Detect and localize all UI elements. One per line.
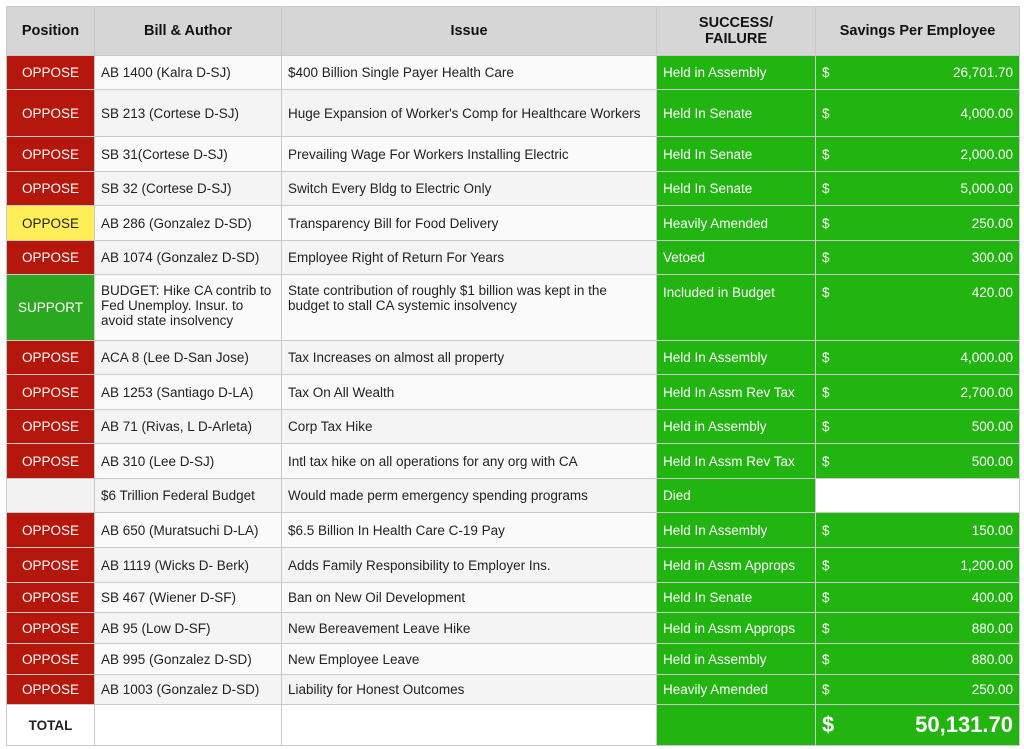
savings-cell <box>816 241 1020 275</box>
table-row <box>7 172 1020 206</box>
status-cell: Held in Assembly <box>657 410 816 444</box>
bill-author-cell: AB 995 (Gonzalez D-SD) <box>95 644 282 675</box>
issue-cell: $6.5 Billion In Health Care C-19 Pay <box>282 513 657 548</box>
table-row <box>7 56 1020 90</box>
savings-currency: $ <box>822 146 830 162</box>
header-bill-author: Bill & Author <box>95 7 282 56</box>
savings-currency: $ <box>822 250 830 265</box>
table-row <box>7 513 1020 548</box>
total-issue-blank <box>282 705 657 746</box>
savings-currency: $ <box>822 181 830 196</box>
bill-author-cell: SB 213 (Cortese D-SJ) <box>95 90 282 137</box>
status-cell: Held in Assembly <box>657 644 816 675</box>
savings-cell <box>816 479 1020 513</box>
savings-value: 2,700.00 <box>960 384 1013 400</box>
savings-currency: $ <box>822 285 830 300</box>
savings-value: 500.00 <box>971 419 1013 434</box>
position-badge: OPPOSE <box>7 341 95 375</box>
savings-value: 880.00 <box>971 651 1013 667</box>
position-badge: OPPOSE <box>7 241 95 275</box>
savings-cell <box>816 548 1020 583</box>
savings-currency: $ <box>822 419 830 434</box>
savings-currency: $ <box>822 682 830 697</box>
status-cell: Held In Assm Rev Tax <box>657 444 816 479</box>
position-badge: OPPOSE <box>7 375 95 410</box>
position-badge: OPPOSE <box>7 644 95 675</box>
issue-cell: Corp Tax Hike <box>282 410 657 444</box>
savings-cell <box>816 341 1020 375</box>
total-savings-cell <box>816 705 1020 746</box>
savings-currency: $ <box>822 651 830 667</box>
savings-currency: $ <box>822 384 830 400</box>
savings-value: 250.00 <box>971 215 1013 231</box>
savings-cell <box>816 206 1020 241</box>
status-cell: Heavily Amended <box>657 675 816 705</box>
savings-cell <box>816 583 1020 613</box>
position-badge: OPPOSE <box>7 56 95 90</box>
bill-author-cell: AB 1119 (Wicks D- Berk) <box>95 548 282 583</box>
total-currency: $ <box>822 712 835 737</box>
header-failure-line: FAILURE <box>704 31 768 47</box>
issue-cell: Would made perm emergency spending programs <box>282 479 657 513</box>
savings-cell <box>816 613 1020 644</box>
status-cell: Held In Assembly <box>657 513 816 548</box>
issue-cell: State contribution of roughly $1 billion was kept in the budget to stall CA systemic insolvency <box>282 275 657 341</box>
total-label: TOTAL <box>7 705 95 746</box>
savings-cell <box>816 644 1020 675</box>
header-success-line: SUCCESS/ <box>698 15 774 31</box>
header-issue: Issue <box>282 7 657 56</box>
savings-cell <box>816 56 1020 90</box>
savings-value: 4,000.00 <box>960 105 1013 121</box>
savings-value: 250.00 <box>971 682 1013 697</box>
issue-cell: Transparency Bill for Food Delivery <box>282 206 657 241</box>
issue-cell: Employee Right of Return For Years <box>282 241 657 275</box>
savings-value: 5,000.00 <box>960 181 1013 196</box>
status-cell: Held in Assm Approps <box>657 548 816 583</box>
position-badge: OPPOSE <box>7 675 95 705</box>
table-row <box>7 137 1020 172</box>
savings-cell <box>816 375 1020 410</box>
issue-cell: Ban on New Oil Development <box>282 583 657 613</box>
savings-value: 1,200.00 <box>960 557 1013 573</box>
issue-cell: Switch Every Bldg to Electric Only <box>282 172 657 206</box>
table-row <box>7 675 1020 705</box>
status-cell: Held in Assm Approps <box>657 613 816 644</box>
status-cell: Vetoed <box>657 241 816 275</box>
total-row <box>7 705 1020 746</box>
savings-currency: $ <box>822 453 830 469</box>
savings-cell <box>816 137 1020 172</box>
bill-author-cell: AB 1003 (Gonzalez D-SD) <box>95 675 282 705</box>
issue-cell: Adds Family Responsibility to Employer Ins. <box>282 548 657 583</box>
savings-cell <box>816 513 1020 548</box>
savings-cell <box>816 275 1020 341</box>
table-row <box>7 375 1020 410</box>
position-badge: OPPOSE <box>7 444 95 479</box>
issue-cell: Liability for Honest Outcomes <box>282 675 657 705</box>
table-body <box>7 56 1020 705</box>
savings-currency: $ <box>822 620 830 636</box>
status-cell: Held In Senate <box>657 90 816 137</box>
header-savings: Savings Per Employee <box>816 7 1020 56</box>
bill-author-cell: AB 650 (Muratsuchi D-LA) <box>95 513 282 548</box>
status-cell: Heavily Amended <box>657 206 816 241</box>
savings-currency: $ <box>822 522 830 538</box>
table-row <box>7 644 1020 675</box>
issue-cell: Tax On All Wealth <box>282 375 657 410</box>
savings-value: 26,701.70 <box>952 65 1013 80</box>
savings-currency: $ <box>822 350 830 365</box>
position-badge: OPPOSE <box>7 90 95 137</box>
issue-cell: New Bereavement Leave Hike <box>282 613 657 644</box>
status-cell: Held In Assembly <box>657 341 816 375</box>
position-badge: OPPOSE <box>7 583 95 613</box>
bill-author-cell: BUDGET: Hike CA contrib to Fed Unemploy. Insur. to avoid state insolvency <box>95 275 282 341</box>
table-row <box>7 206 1020 241</box>
bills-table <box>6 6 1020 746</box>
savings-cell <box>816 444 1020 479</box>
table-row <box>7 90 1020 137</box>
bill-author-cell: SB 467 (Wiener D-SF) <box>95 583 282 613</box>
bill-author-cell: AB 1074 (Gonzalez D-SD) <box>95 241 282 275</box>
issue-cell: Prevailing Wage For Workers Installing Electric <box>282 137 657 172</box>
issue-cell: Tax Increases on almost all property <box>282 341 657 375</box>
savings-value: 500.00 <box>971 453 1013 469</box>
bill-author-cell: AB 310 (Lee D-SJ) <box>95 444 282 479</box>
savings-cell <box>816 90 1020 137</box>
position-badge: OPPOSE <box>7 137 95 172</box>
status-cell: Held In Senate <box>657 172 816 206</box>
issue-cell: Huge Expansion of Worker's Comp for Healthcare Workers <box>282 90 657 137</box>
savings-cell <box>816 675 1020 705</box>
table-row <box>7 583 1020 613</box>
table-row <box>7 275 1020 341</box>
table-row <box>7 241 1020 275</box>
savings-currency: $ <box>822 65 830 80</box>
total-status-blank <box>657 705 816 746</box>
savings-currency: $ <box>822 590 830 605</box>
bill-author-cell: AB 71 (Rivas, L D-Arleta) <box>95 410 282 444</box>
bill-author-cell: ACA 8 (Lee D-San Jose) <box>95 341 282 375</box>
bill-author-cell: AB 1253 (Santiago D-LA) <box>95 375 282 410</box>
table-row <box>7 341 1020 375</box>
savings-currency: $ <box>822 105 830 121</box>
savings-currency: $ <box>822 557 830 573</box>
bill-author-cell: AB 95 (Low D-SF) <box>95 613 282 644</box>
header-position: Position <box>7 7 95 56</box>
table-row <box>7 613 1020 644</box>
issue-cell: New Employee Leave <box>282 644 657 675</box>
position-badge: OPPOSE <box>7 513 95 548</box>
savings-value: 150.00 <box>971 522 1013 538</box>
savings-value: 300.00 <box>971 250 1013 265</box>
position-badge <box>7 479 95 513</box>
status-cell: Held In Senate <box>657 583 816 613</box>
position-badge: OPPOSE <box>7 410 95 444</box>
status-cell: Held in Assembly <box>657 56 816 90</box>
status-cell: Held In Assm Rev Tax <box>657 375 816 410</box>
position-badge: OPPOSE <box>7 206 95 241</box>
savings-value: 400.00 <box>971 590 1013 605</box>
status-cell: Held In Senate <box>657 137 816 172</box>
savings-value: 420.00 <box>971 285 1013 300</box>
header-success-failure <box>657 7 816 56</box>
position-badge: SUPPORT <box>7 275 95 341</box>
savings-value: 2,000.00 <box>960 146 1013 162</box>
issue-cell: Intl tax hike on all operations for any org with CA <box>282 444 657 479</box>
savings-cell <box>816 172 1020 206</box>
table-row <box>7 548 1020 583</box>
bill-author-cell: AB 286 (Gonzalez D-SD) <box>95 206 282 241</box>
bill-author-cell: $6 Trillion Federal Budget <box>95 479 282 513</box>
position-badge: OPPOSE <box>7 548 95 583</box>
table-row <box>7 479 1020 513</box>
savings-cell <box>816 410 1020 444</box>
header-row <box>7 7 1020 56</box>
table-row <box>7 410 1020 444</box>
position-badge: OPPOSE <box>7 613 95 644</box>
total-bill-blank <box>95 705 282 746</box>
savings-value: 4,000.00 <box>960 350 1013 365</box>
issue-cell: $400 Billion Single Payer Health Care <box>282 56 657 90</box>
status-cell: Died <box>657 479 816 513</box>
savings-currency: $ <box>822 215 830 231</box>
total-value: 50,131.70 <box>915 712 1013 737</box>
savings-value: 880.00 <box>971 620 1013 636</box>
table-row <box>7 444 1020 479</box>
status-cell: Included in Budget <box>657 275 816 341</box>
bill-author-cell: SB 32 (Cortese D-SJ) <box>95 172 282 206</box>
bill-author-cell: SB 31(Cortese D-SJ) <box>95 137 282 172</box>
bill-author-cell: AB 1400 (Kalra D-SJ) <box>95 56 282 90</box>
position-badge: OPPOSE <box>7 172 95 206</box>
